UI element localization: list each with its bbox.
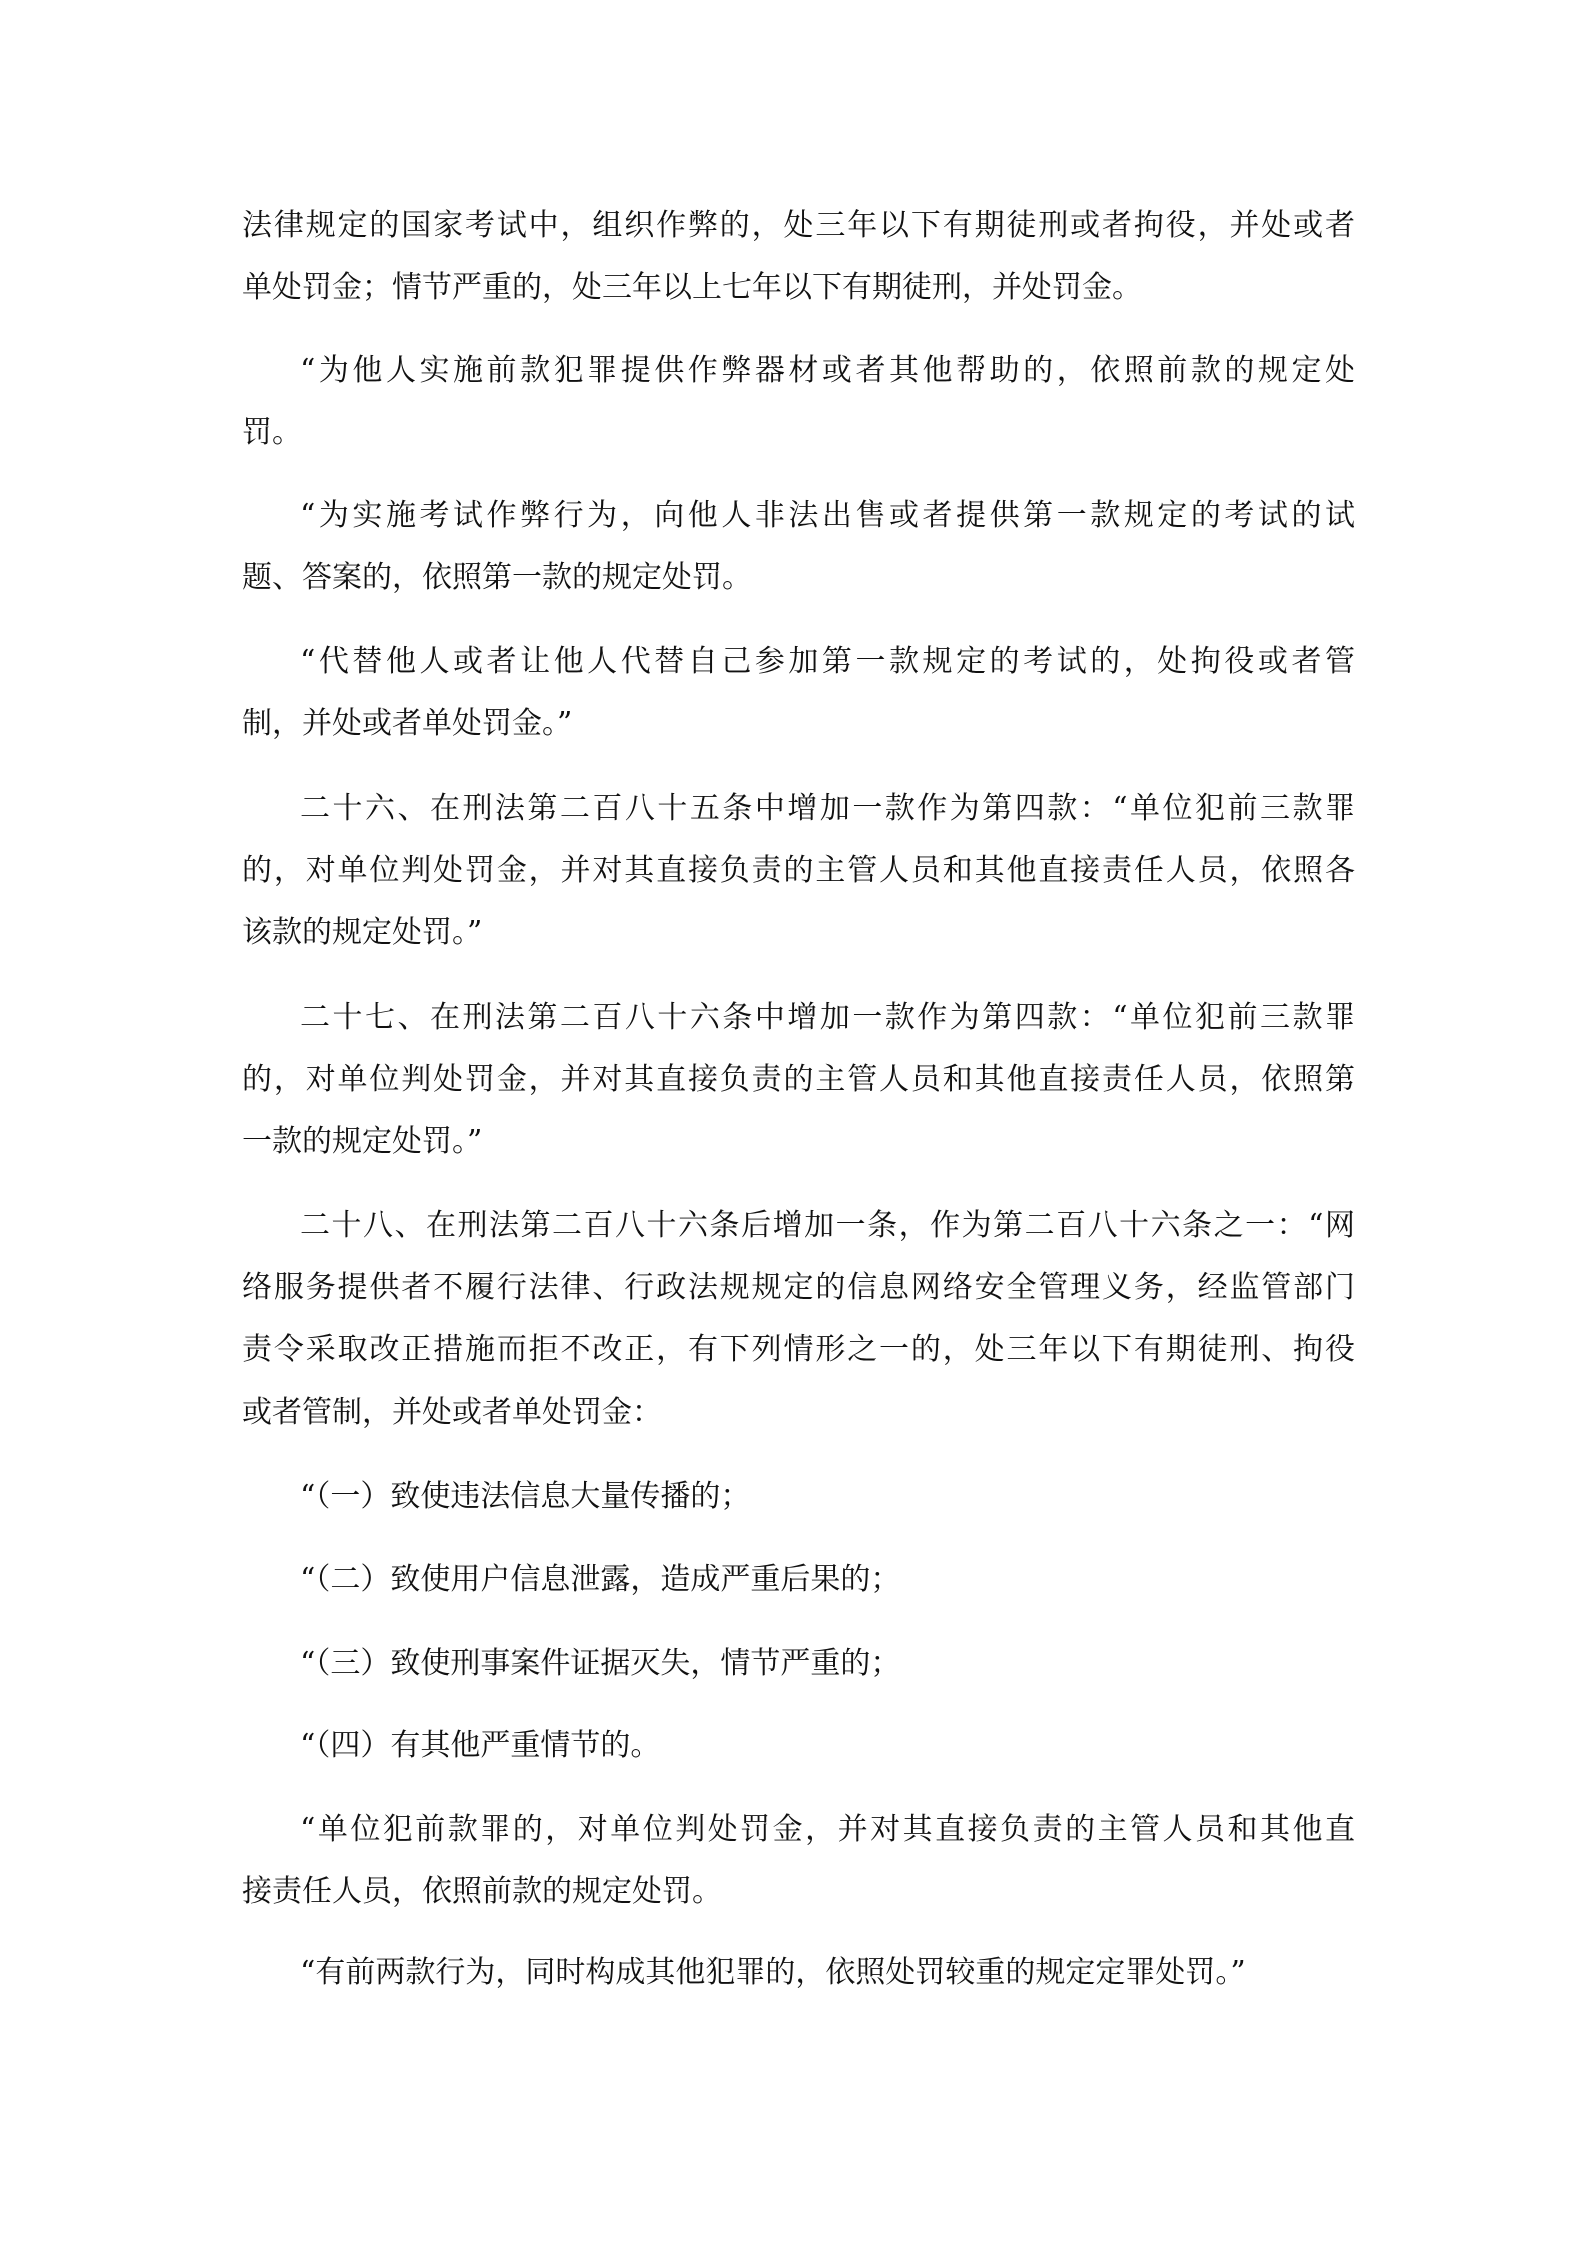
text-line: 或者管制，并处或者单处罚金： — [242, 1395, 662, 1430]
text-line: “单位犯前款罪的，对单位判处罚金，并对其直接负责的主管人员和其他直 — [300, 1812, 1355, 1847]
text-line: “有前两款行为，同时构成其他犯罪的，依照处罚较重的规定定罪处罚。” — [300, 1955, 1246, 1990]
text-line: 该款的规定处罚。” — [242, 915, 483, 950]
text-line: 络服务提供者不履行法律、行政法规规定的信息网络安全管理义务，经监管部门 — [242, 1270, 1355, 1305]
text-line: 一款的规定处罚。” — [242, 1124, 483, 1159]
text-line: 的，对单位判处罚金，并对其直接负责的主管人员和其他直接责任人员，依照第 — [242, 1062, 1355, 1097]
text-line: 接责任人员，依照前款的规定处罚。 — [242, 1874, 722, 1909]
text-line: “为实施考试作弊行为，向他人非法出售或者提供第一款规定的考试的试 — [300, 498, 1355, 533]
text-line: 单处罚金；情节严重的，处三年以上七年以下有期徒刑，并处罚金。 — [242, 270, 1142, 305]
text-line: “（四）有其他严重情节的。 — [300, 1728, 661, 1763]
text-line: 的，对单位判处罚金，并对其直接负责的主管人员和其他直接责任人员，依照各 — [242, 853, 1355, 888]
text-line: “（三）致使刑事案件证据灭失，情节严重的； — [300, 1646, 901, 1681]
text-line: 责令采取改正措施而拒不改正，有下列情形之一的，处三年以下有期徒刑、拘役 — [242, 1332, 1355, 1367]
text-line: 题、答案的，依照第一款的规定处罚。 — [242, 560, 752, 595]
text-line: “（二）致使用户信息泄露，造成严重后果的； — [300, 1562, 901, 1597]
text-line: 法律规定的国家考试中，组织作弊的，处三年以下有期徒刑或者拘役，并处或者 — [242, 208, 1355, 243]
text-line: “代替他人或者让他人代替自己参加第一款规定的考试的，处拘役或者管 — [300, 644, 1355, 679]
text-line: 二十六、在刑法第二百八十五条中增加一款作为第四款：“单位犯前三款罪 — [300, 791, 1355, 826]
text-line: 罚。 — [242, 415, 302, 450]
text-line: “（一）致使违法信息大量传播的； — [300, 1479, 751, 1514]
text-line: 二十七、在刑法第二百八十六条中增加一款作为第四款：“单位犯前三款罪 — [300, 1000, 1355, 1035]
text-line: 制，并处或者单处罚金。” — [242, 706, 573, 741]
text-line: “为他人实施前款犯罪提供作弊器材或者其他帮助的，依照前款的规定处 — [300, 353, 1355, 388]
text-line: 二十八、在刑法第二百八十六条后增加一条，作为第二百八十六条之一：“网 — [300, 1208, 1355, 1243]
